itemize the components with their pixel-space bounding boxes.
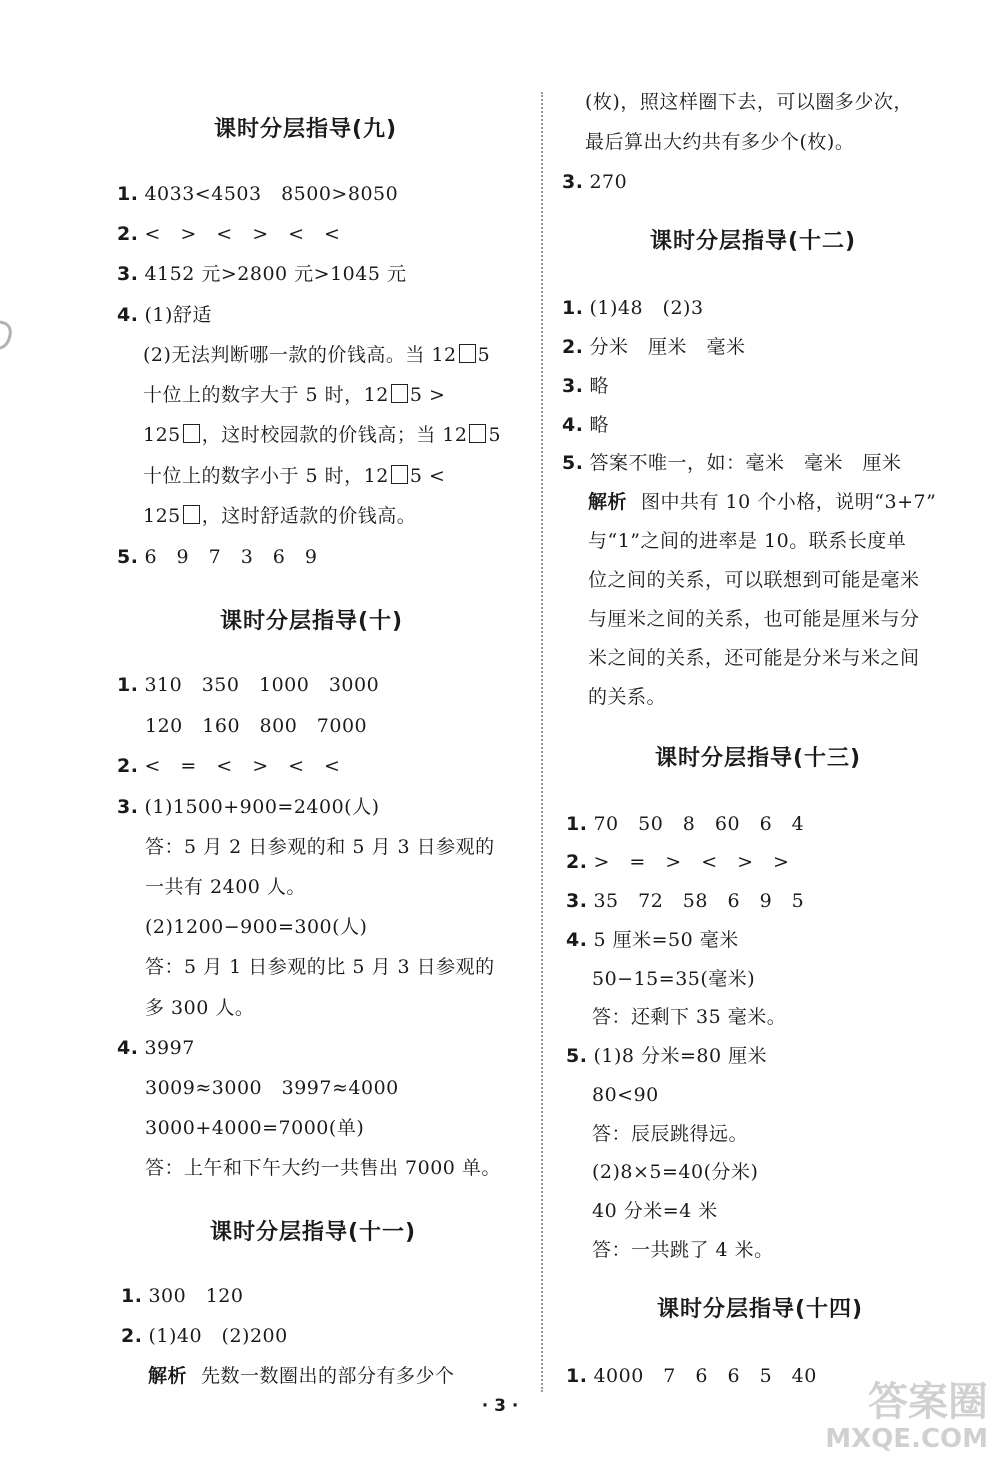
section-title: 课时分层指导(九) [214,117,398,142]
answer-line: 一共有 2400 人。 [145,876,306,898]
answer-line: 125 ，这时校园款的价钱高；当 12 5 [143,424,502,446]
answer-line: 40 分米=4 米 [592,1200,718,1222]
blank-box [391,465,408,484]
section-title: 课时分层指导(十四) [657,1297,864,1322]
answer-line: 2. (1)40 (2)200 [121,1325,288,1347]
answer-line: 2. < = < > < < [117,755,341,777]
answer-line: 米之间的关系，还可能是分米与米之间 [588,647,920,669]
answer-line: 3. 4152 元>2800 元>1045 元 [117,263,407,285]
answer-line: 与“1”之间的进率是 10。联系长度单 [588,530,907,552]
answer-line: 3000+4000=7000(单) [145,1117,365,1139]
column-divider [541,92,543,1392]
answer-line: 1. 4033<4503 8500>8050 [117,183,399,205]
answer-line: 2. 分米 厘米 毫米 [562,336,746,358]
answer-line: 4. 略 [562,414,609,436]
answer-line: 5. 6 9 7 3 6 9 [117,546,318,568]
answer-line: 5. 答案不唯一，如：毫米 毫米 厘米 [562,452,902,474]
answer-line: (2)无法判断哪一款的价钱高。当 12 5 [143,344,491,366]
answer-line: 50−15=35(毫米) [592,968,756,990]
page-number: · 3 · [481,1396,519,1416]
answer-line: 与厘米之间的关系，也可能是厘米与分 [588,608,920,630]
answer-line: 1. (1)48 (2)3 [562,297,704,319]
answer-line: 解析 先数一数圈出的部分有多少个 [148,1365,455,1387]
answer-line: 1. 4000 7 6 6 5 40 [566,1365,817,1387]
answer-line: 120 160 800 7000 [145,715,368,737]
answer-line: (2)8×5=40(分米) [592,1161,759,1183]
blank-box [183,424,200,443]
answer-line: 3. 270 [562,171,628,193]
watermark-url: MXQE.COM [825,1424,988,1454]
answer-line: 4. 5 厘米=50 毫米 [566,929,739,951]
answer-line: 80<90 [592,1084,659,1106]
answer-line: 2. > = > < > > [566,851,790,873]
answer-line: 位之间的关系，可以联想到可能是毫米 [588,569,920,591]
blank-box [183,505,200,524]
section-title: 课时分层指导(十) [220,609,404,634]
section-title: 课时分层指导(十一) [210,1220,417,1245]
answer-line: (2)1200−900=300(人) [145,916,368,938]
answer-line: 答：辰辰跳得远。 [592,1123,749,1145]
answer-line: 1. 310 350 1000 3000 [117,674,380,696]
answer-line: 最后算出大约共有多少个(枚)。 [585,131,855,153]
answer-line: 答：一共跳了 4 米。 [592,1239,774,1261]
answer-line: (枚)，照这样圈下去，可以圈多少次， [585,91,913,113]
answer-line: 1. 300 120 [121,1285,244,1307]
answer-line: 4. (1)舒适 [117,304,212,326]
answer-line: 解析 图中共有 10 个小格，说明“3+7” [588,491,937,513]
answer-line: 答：还剩下 35 毫米。 [592,1006,787,1028]
answer-line: 125 ，这时舒适款的价钱高。 [143,505,417,527]
answer-line: 十位上的数字大于 5 时，12 5 > [143,384,446,406]
blank-box [391,384,408,403]
answer-line: 3009≈3000 3997≈4000 [145,1077,399,1099]
answer-line: 的关系。 [588,686,667,708]
binding-mark-icon [0,318,14,352]
answer-line: 多 300 人。 [145,997,255,1019]
answer-line: 答：5 月 2 日参观的和 5 月 3 日参观的 [145,836,495,858]
blank-box [469,424,486,443]
answer-line: 4. 3997 [117,1037,195,1059]
blank-box [459,344,476,363]
answer-line: 5. (1)8 分米=80 厘米 [566,1045,768,1067]
answer-line: 3. 35 72 58 6 9 5 [566,890,805,912]
answer-line: 十位上的数字小于 5 时，12 5 < [143,465,446,487]
section-title: 课时分层指导(十二) [650,229,857,254]
answer-line: 1. 70 50 8 60 6 4 [566,813,805,835]
answer-line: 2. < > < > < < [117,223,341,245]
watermark-logo: 答案圈 [868,1379,988,1425]
answer-line: 3. (1)1500+900=2400(人) [117,796,380,818]
answer-line: 3. 略 [562,375,609,397]
watermark [798,1380,988,1465]
section-title: 课时分层指导(十三) [655,746,862,771]
answer-line: 答：5 月 1 日参观的比 5 月 3 日参观的 [145,956,495,978]
answer-line: 答：上午和下午大约一共售出 7000 单。 [145,1157,501,1179]
